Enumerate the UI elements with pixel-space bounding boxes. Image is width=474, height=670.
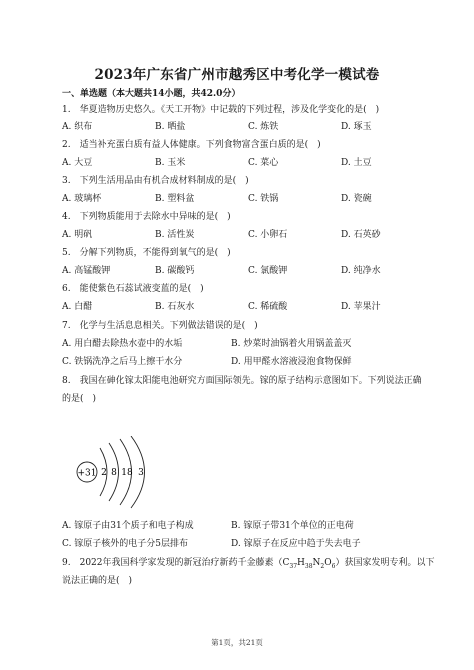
q1-option-a: A. 织布 [62,122,93,132]
q5-option-a: A. 高锰酸钾 [62,266,111,276]
q2-option-d: D. 土豆 [341,158,372,168]
q6-option-c: C. 稀硫酸 [248,302,288,312]
question-9-stem [62,557,434,573]
formula-sub-37: 37 [289,562,298,570]
question-8-stem: 8. 我国在砷化镓太阳能电池研究方面国际领先。镓的原子结构示意图如下。下列说法正确 [62,376,422,386]
question-3-stem: 3. 下列生活用品由有机合成材料制成的是( ) [62,176,249,186]
q5-option-d: D. 纯净水 [341,266,381,276]
formula-n: N [312,558,321,568]
q2-option-a: A. 大豆 [62,158,93,168]
section-heading: 一、单选题（本大题共14小题，共42.0分） [62,89,241,99]
question-2-stem: 2. 适当补充蛋白质有益人体健康。下列食物富含蛋白质的是( ) [62,140,321,150]
q4-option-c: C. 小卵石 [248,230,288,240]
nucleus-charge: +31 [77,468,97,479]
q5-option-c: C. 氯酸钾 [248,266,288,276]
q2-option-b: B. 玉米 [155,158,186,168]
q6-option-b: B. 石灰水 [155,302,195,312]
q8-option-d: D. 镓原子在反应中趋于失去电子 [231,539,361,549]
q1-option-b: B. 晒盐 [155,122,186,132]
q3-option-d: D. 瓷碗 [341,194,372,204]
gallium-atom-structure-diagram [74,436,194,516]
question-5-stem: 5. 分解下列物质，不能得到氧气的是( ) [62,248,231,258]
q3-option-a: A. 玻璃杯 [62,194,102,204]
page-footer: 第1页，共21页 [211,638,263,647]
q1-option-c: C. 炼铁 [248,122,279,132]
q4-option-a: A. 明矾 [62,230,93,240]
formula-sub-6: 6 [331,562,336,570]
q2-option-c: C. 菜心 [248,158,279,168]
shell-count-3: 18 [121,468,133,478]
question-4-stem: 4. 下列物质能用于去除水中异味的是( ) [62,212,231,222]
shell-count-1: 2 [101,468,107,478]
question-8-stem-cont: 的是( ) [62,394,97,404]
question-9-stem-text: 9. 2022年我国科学家发现的新冠治疗新药千金藤素（C [62,558,290,568]
question-9-stem-cont: 说法正确的是( ) [62,576,133,586]
q8-option-b: B. 镓原子带31个单位的正电荷 [231,521,354,531]
question-1-stem: 1. 华夏造物历史悠久。《天工开物》中记载的下列过程，涉及化学变化的是( ) [62,105,380,115]
formula-o: O [324,558,332,568]
q8-option-a: A. 镓原子由31个质子和电子构成 [62,521,194,531]
q5-option-b: B. 碳酸钙 [155,266,195,276]
q3-option-c: C. 铁锅 [248,194,279,204]
q3-option-b: B. 塑料盆 [155,194,195,204]
shell-count-2: 8 [111,468,117,478]
formula-sub-38: 38 [304,562,313,570]
q1-option-d: D. 琢玉 [341,122,372,132]
q4-option-d: D. 石英砂 [341,230,381,240]
q6-option-d: D. 苹果汁 [341,302,381,312]
q4-option-b: B. 活性炭 [155,230,195,240]
q6-option-a: A. 白醋 [62,302,93,312]
q7-option-b: B. 炒菜时油锅着火用锅盖盖灭 [231,339,352,349]
q7-option-d: D. 用甲醛水溶液浸泡食物保鲜 [231,357,352,367]
exam-title: 2023年广东省广州市越秀区中考化学一模试卷 [94,67,380,83]
formula-h: H [297,558,305,568]
question-6-stem: 6. 能使紫色石蕊试液变蓝的是( ) [62,284,204,294]
q8-option-c: C. 镓原子核外的电子分5层排布 [62,539,189,549]
formula-sub-2: 2 [320,562,325,570]
q7-option-c: C. 铁锅洗净之后马上擦干水分 [62,357,183,367]
q7-option-a: A. 用白醋去除热水壶中的水垢 [62,339,183,349]
shell-count-4: 3 [138,468,144,478]
question-7-stem: 7. 化学与生活息息相关。下列做法错误的是( ) [62,321,258,331]
question-9-stem-tail: ）获国家发明专利。以下 [335,558,435,568]
